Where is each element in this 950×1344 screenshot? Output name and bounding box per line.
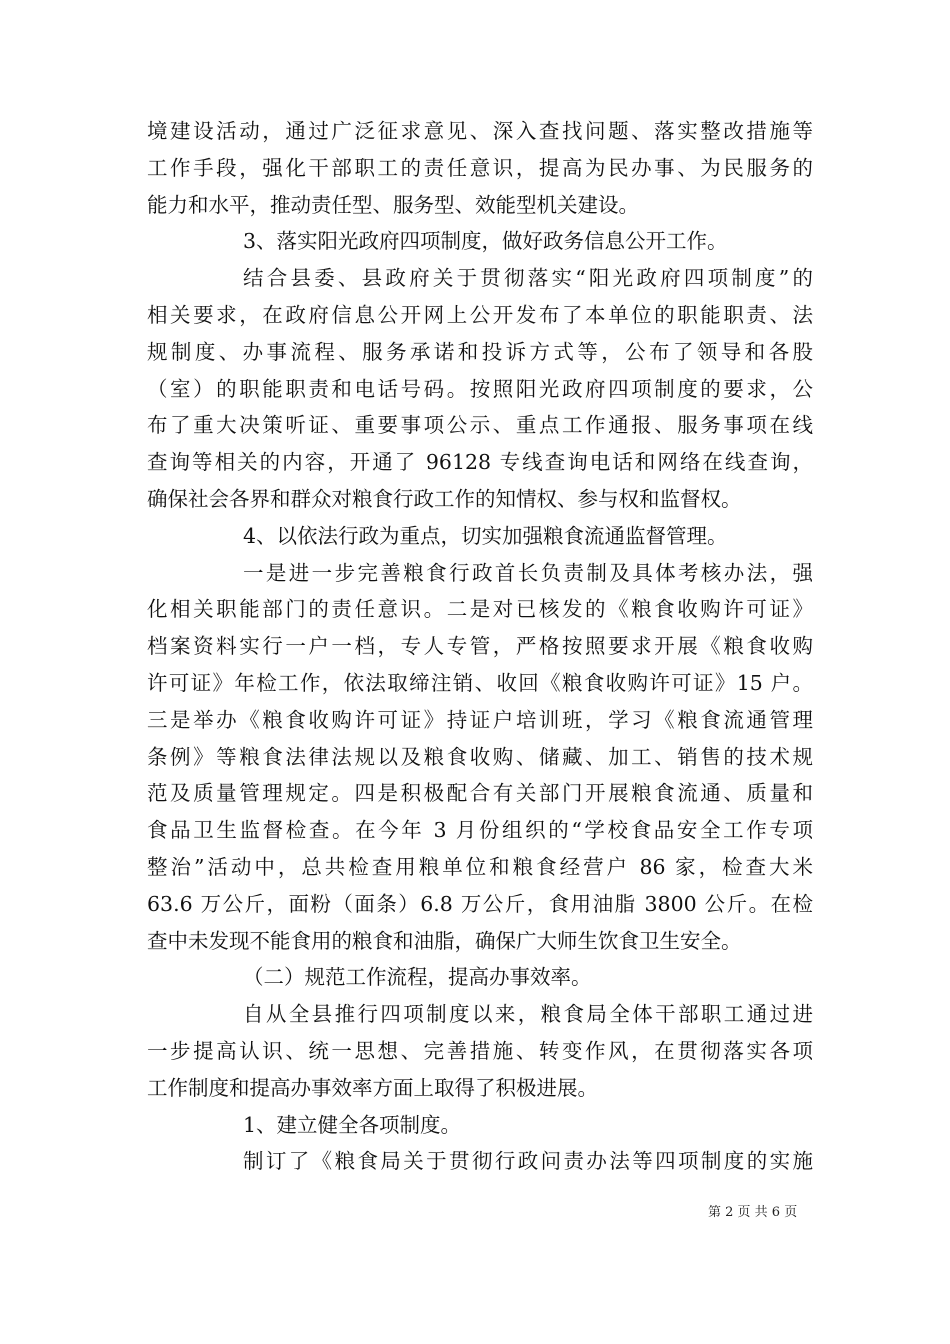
- paragraph-start: 一是进一步完善粮食行政首长负责制及具体考核办法，强: [243, 560, 813, 585]
- text-line: 许可证》年检工作，依法取缔注销、收回《粮食收购许可证》15 户。: [147, 670, 813, 695]
- text-line: 布了重大决策听证、重要事项公示、重点工作通报、服务事项在线: [147, 413, 813, 438]
- section-heading: 3、落实阳光政府四项制度，做好政务信息公开工作。: [243, 229, 728, 254]
- paragraph-start: 自从全县推行四项制度以来，粮食局全体干部职工通过进: [243, 1002, 813, 1027]
- text-line: 确保社会各界和群众对粮食行政工作的知情权、参与权和监督权。: [147, 486, 742, 511]
- text-line: 相关要求，在政府信息公开网上公开发布了本单位的职能职责、法: [147, 302, 813, 327]
- text-line: 查询等相关的内容，开通了 96128 专线查询电话和网络在线查询，: [147, 450, 813, 475]
- paragraph-start: 结合县委、县政府关于贯彻落实“阳光政府四项制度”的: [243, 266, 813, 291]
- page-number: 第 2 页 共 6 页: [708, 1205, 798, 1220]
- text-line: 63.6 万公斤，面粉（面条）6.8 万公斤，食用油脂 3800 公斤。在检: [147, 891, 813, 916]
- section-heading: （二）规范工作流程，提高办事效率。: [243, 965, 592, 990]
- text-line: 条例》等粮食法律法规以及粮食收购、储藏、加工、销售的技术规: [147, 744, 813, 769]
- text-line: 查中未发现不能食用的粮食和油脂，确保广大师生饮食卫生安全。: [147, 928, 742, 953]
- text-line: 食品卫生监督检查。在今年 3 月份组织的“学校食品安全工作专项: [147, 818, 813, 843]
- text-line: 工作手段，强化干部职工的责任意识，提高为民办事、为民服务的: [147, 155, 813, 180]
- text-line: 整治”活动中，总共检查用粮单位和粮食经营户 86 家，检查大米: [147, 854, 813, 879]
- text-line: 工作制度和提高办事效率方面上取得了积极进展。: [147, 1075, 598, 1100]
- text-line: 一步提高认识、统一思想、完善措施、转变作风，在贯彻落实各项: [147, 1038, 813, 1063]
- text-line: 规制度、办事流程、服务承诺和投诉方式等，公布了领导和各股: [147, 339, 813, 364]
- text-line: 范及质量管理规定。四是积极配合有关部门开展粮食流通、质量和: [147, 781, 813, 806]
- text-line: 化相关职能部门的责任意识。二是对已核发的《粮食收购许可证》: [147, 597, 813, 622]
- text-line: 档案资料实行一户一档，专人专管，严格按照要求开展《粮食收购: [147, 634, 813, 659]
- document-body: [147, 113, 813, 1180]
- text-line: 三是举办《粮食收购许可证》持证户培训班，学习《粮食流通管理: [147, 707, 813, 732]
- section-heading: 4、以依法行政为重点，切实加强粮食流通监督管理。: [243, 523, 728, 548]
- paragraph-start: 制订了《粮食局关于贯彻行政问责办法等四项制度的实施: [243, 1149, 813, 1174]
- text-line: （室）的职能职责和电话号码。按照阳光政府四项制度的要求，公: [147, 376, 813, 401]
- text-line: 境建设活动，通过广泛征求意见、深入查找问题、落实整改措施等: [147, 119, 813, 143]
- section-heading: 1、建立健全各项制度。: [243, 1112, 462, 1137]
- text-line: 能力和水平，推动责任型、服务型、效能型机关建设。: [147, 192, 639, 217]
